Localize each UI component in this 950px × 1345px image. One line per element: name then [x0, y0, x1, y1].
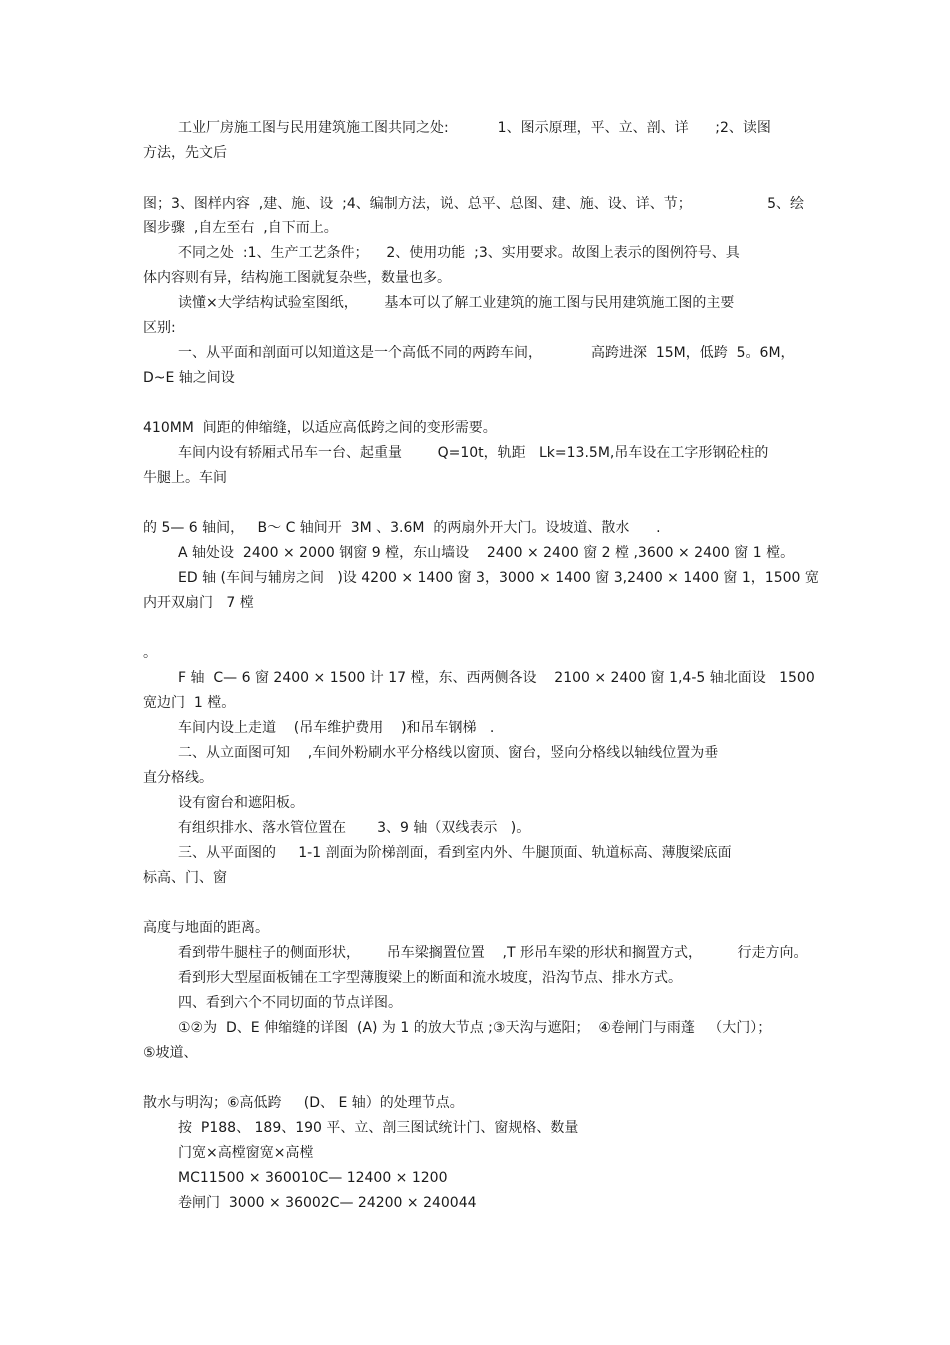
text-line: 区别:	[143, 320, 176, 336]
text-line: 看到带牛腿柱子的侧面形状， 吊车梁搁置位置 ,T 形吊车梁的形状和搁置方式， 行走方向。	[178, 945, 808, 961]
text-line: 。	[143, 645, 157, 661]
text-line: 内开双扇门 7 樘	[143, 595, 254, 611]
text-line: 按 P188、 189、190 平、立、剖三图试统计门、窗规格、数量	[178, 1120, 579, 1136]
text-line: 车间内设有轿厢式吊车一台、起重量 Q=10t，轨距 Lk=13.5M,吊车设在工字形钢砼柱的	[178, 445, 769, 461]
text-line: MC11500 × 360010C— 12400 × 1200	[178, 1170, 448, 1186]
text-line: 标高、门、窗	[143, 870, 227, 886]
text-line: 读懂×大学结构试验室图纸， 基本可以了解工业建筑的施工图与民用建筑施工图的主要	[178, 295, 735, 311]
text-line: 宽边门 1 樘。	[143, 695, 236, 711]
text-line: 四、看到六个不同切面的节点详图。	[178, 995, 402, 1011]
text-line: 三、从平面图的 1-1 剖面为阶梯剖面，看到室内外、牛腿顶面、轨道标高、薄腹梁底面	[178, 845, 732, 861]
text-line: 设有窗台和遮阳板。	[178, 795, 304, 811]
text-line: 二、从立面图可知 ,车间外粉刷水平分格线以窗顶、窗台，竖向分格线以轴线位置为垂	[178, 745, 719, 761]
text-line: ED 轴 (车间与辅房之间 )设 4200 × 1400 窗 3，3000 × 1400 窗 3,2400 × 1400 窗 1，1500 宽	[178, 570, 819, 586]
text-line: D~E 轴之间设	[143, 370, 235, 386]
text-line: 的 5— 6 轴间， B～ C 轴间开 3M 、3.6M 的两扇外开大门。设坡道、散水 .	[143, 520, 661, 536]
text-line: 看到形大型屋面板铺在工字型薄腹梁上的断面和流水坡度，沿沟节点、排水方式。	[178, 970, 682, 986]
text-line: 牛腿上。车间	[143, 470, 227, 486]
text-line: F 轴 C— 6 窗 2400 × 1500 计 17 樘，东、西两侧各设 2100 × 2400 窗 1,4-5 轴北面设 1500	[178, 670, 815, 686]
text-line: 一、从平面和剖面可以知道这是一个高低不同的两跨车间， 高跨进深 15M，低跨 5。6M，	[178, 345, 795, 361]
text-line: ⑤坡道、	[143, 1045, 198, 1061]
text-line: 有组织排水、落水管位置在 3、9 轴（双线表示 )。	[178, 820, 531, 836]
text-line: 车间内设上走道 (吊车维护费用 )和吊车钢梯 .	[178, 720, 495, 736]
text-line: 图步骤 ,自左至右 ,自下而上。	[143, 220, 338, 236]
text-line: 5、绘	[767, 196, 804, 212]
text-line: 工业厂房施工图与民用建筑施工图共同之处: 1、图示原理，平、立、剖、详 ;2、读图	[178, 120, 771, 136]
text-line: 体内容则有异，结构施工图就复杂些，数量也多。	[143, 270, 451, 286]
text-line: 散水与明沟；⑥高低跨 (D、 E 轴）的处理节点。	[143, 1095, 464, 1111]
text-line: 门宽×高樘窗宽×高樘	[178, 1145, 314, 1161]
text-line: 高度与地面的距离。	[143, 920, 269, 936]
text-line: ①②为 D、E 伸缩缝的详图 (A) 为 1 的放大节点 ;③天沟与遮阳； ④卷闸门与雨蓬 （大门）；	[178, 1020, 772, 1036]
text-line: 卷闸门 3000 × 36002C— 24200 × 240044	[178, 1195, 477, 1211]
text-line: A 轴处设 2400 × 2000 钢窗 9 樘，东山墙设 2400 × 2400 窗 2 樘 ,3600 × 2400 窗 1 樘。	[178, 545, 795, 561]
text-line: 方法，先文后	[143, 145, 227, 161]
text-line: 图；3、图样内容 ,建、施、设 ;4、编制方法，说、总平、总图、建、施、设、详、节；	[143, 196, 692, 212]
text-line: 直分格线。	[143, 770, 213, 786]
text-line: 不同之处 :1、生产工艺条件； 2、使用功能 ;3、实用要求。故图上表示的图例符号、具	[178, 245, 740, 261]
text-line: 410MM 间距的伸缩缝，以适应高低跨之间的变形需要。	[143, 420, 497, 436]
